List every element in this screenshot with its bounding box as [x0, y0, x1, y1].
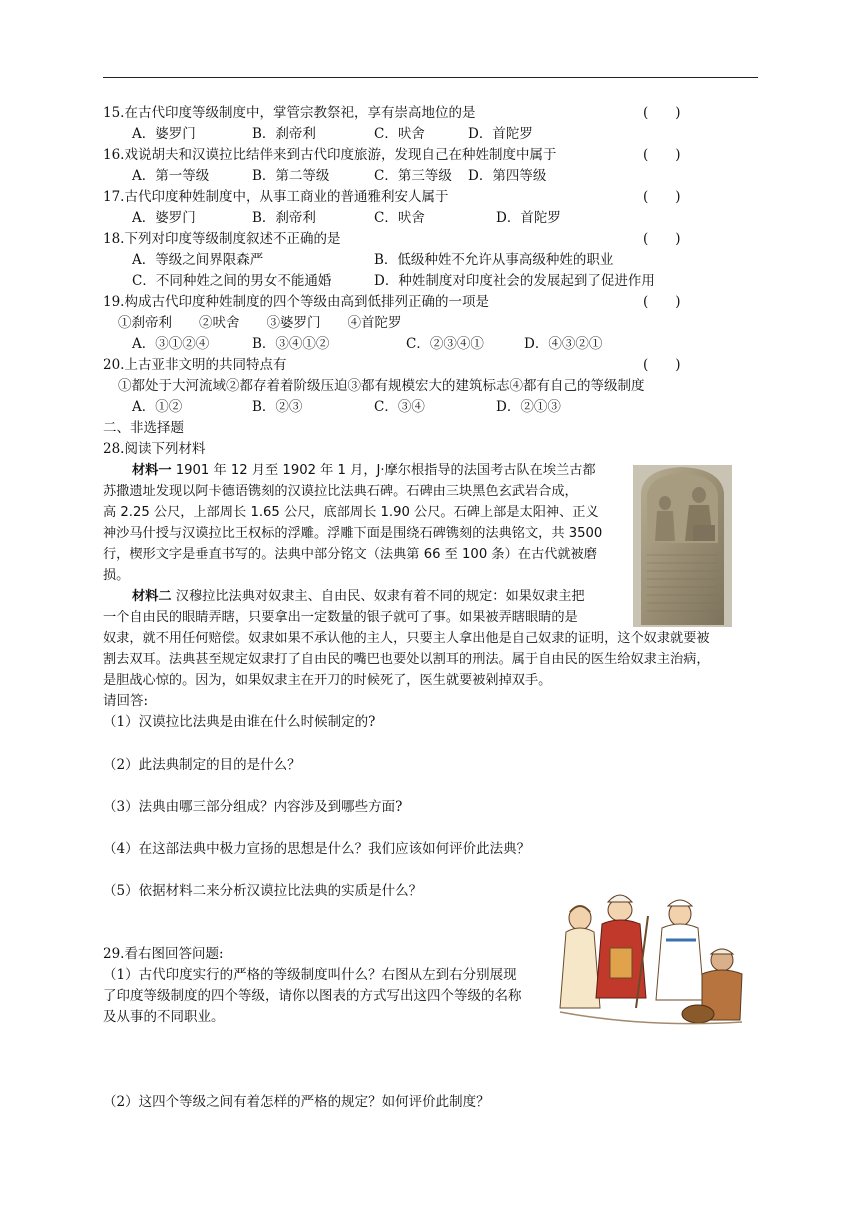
q16-answer-paren: ( ): [643, 147, 681, 163]
q15-answer-paren: ( ): [643, 105, 681, 121]
q28-title: 28.阅读下列材料: [103, 441, 206, 457]
q15-option-b: B．刹帝利: [252, 126, 316, 142]
q17-option-d: D．首陀罗: [496, 210, 561, 226]
q19-option-d: D．④③②①: [524, 336, 603, 352]
q20-option-c: C．③④: [374, 399, 425, 415]
q17-stem: 17.古代印度种姓制度中，从事工商业的普通雅利安人属于: [103, 189, 449, 205]
four-castes-illustration: [556, 888, 746, 1036]
q20-items: ①都处于大河流域②都存着着阶级压迫③都有规模宏大的建筑标志④都有自己的等级制度: [118, 378, 645, 394]
q15-option-d: D．首陀罗: [468, 126, 533, 142]
q20-option-d: D．②①③: [496, 399, 561, 415]
material2-line-1: 材料二 汉穆拉比法典对奴隶主、自由民、奴隶有着不同的规定：如果奴隶主把: [132, 589, 585, 604]
q18-option-a: A．等级之间界限森严: [132, 252, 264, 268]
q16-option-d: D．第四等级: [468, 168, 547, 184]
q17-answer-paren: ( ): [643, 189, 681, 205]
q18-stem: 18.下列对印度等级制度叙述不正确的是: [103, 231, 341, 247]
q16-stem: 16.戏说胡夫和汉谟拉比结伴来到古代印度旅游，发现自己在种姓制度中属于: [103, 147, 557, 163]
q18-option-d: D．种姓制度对印度社会的发展起到了促进作用: [374, 273, 655, 289]
q17-option-b: B．刹帝利: [252, 210, 316, 226]
q29-sub1-line-1: （1）古代印度实行的严格的等级制度叫什么？右图从左到右分别展现: [103, 967, 517, 983]
q20-option-b: B．②③: [252, 399, 303, 415]
material1-line-1: 材料一 1901 年 12 月至 1902 年 1 月，J·摩尔根指导的法国考古队在埃兰古都: [132, 463, 596, 478]
q19-option-c: C．②③④①: [406, 336, 484, 352]
q16-option-b: B．第二等级: [252, 168, 330, 184]
material2-line-4: 割去双耳。法典甚至规定奴隶打了自由民的嘴巴也要处以割耳的刑法。属于自由民的医生给奴隶主治病，: [103, 652, 710, 667]
q18-option-c: C．不同种姓之间的男女不能通婚: [132, 273, 332, 289]
material1-line-4: 神沙马什授与汉谟拉比王权标的浮雕。浮雕下面是围绕石碑镌刻的法典铭文，共 3500: [103, 526, 603, 541]
q19-answer-paren: ( ): [643, 294, 681, 310]
q28-sub2: （2）此法典制定的目的是什么？: [103, 757, 301, 773]
q20-stem: 20.上古亚非文明的共同特点有: [103, 357, 287, 373]
q15-option-a: A．婆罗门: [132, 126, 196, 142]
material2-line-2: 一个自由民的眼睛弄瞎，只要拿出一定数量的银子就可了事。如果被弄瞎眼睛的是: [103, 610, 578, 625]
q16-option-c: C．第三等级: [374, 168, 452, 184]
q19-items: ①刹帝利 ②吠舍 ③婆罗门 ④首陀罗: [118, 315, 402, 331]
q15-stem: 15.在古代印度等级制度中，掌管宗教祭祀，享有崇高地位的是: [103, 105, 476, 121]
q28-sub3: （3）法典由哪三部分组成？内容涉及到哪些方面?: [103, 799, 403, 815]
header-rule: [103, 77, 758, 78]
q29-sub2: （2）这四个等级之间有着怎样的严格的规定？如何评价此制度？: [103, 1094, 490, 1110]
q18-option-b: B．低级种姓不允许从事高级种姓的职业: [374, 252, 614, 268]
material1-line-5: 行，楔形文字是垂直书写的。法典中部分铭文（法典第 66 至 100 条）在古代就被磨: [103, 547, 597, 562]
q19-option-a: A．③①②④: [132, 336, 210, 352]
material2-line-5: 是胆战心惊的。因为，如果奴隶主在开刀的时候死了，医生就要被剁掉双手。: [103, 673, 552, 688]
q28-prompt: 请回答:: [103, 693, 149, 709]
material1-label: 材料一: [132, 463, 172, 478]
q16-option-a: A．第一等级: [132, 168, 210, 184]
q17-option-a: A．婆罗门: [132, 210, 196, 226]
material1-line-3: 高 2.25 公尺，上部周长 1.65 公尺，底部周长 1.90 公尺。石碑上部是太阳神、正义: [103, 505, 599, 520]
q29-sub1-line-3: 及从事的不同职业。: [103, 1009, 225, 1025]
q18-answer-paren: ( ): [643, 231, 681, 247]
q29-sub1-line-2: 了印度等级制度的四个等级，请你以图表的方式写出这四个等级的名称: [103, 988, 522, 1004]
q20-answer-paren: ( ): [643, 357, 681, 373]
material2-label: 材料二: [132, 589, 172, 604]
q29-title: 29.看右图回答问题:: [103, 946, 224, 962]
q19-stem: 19.构成古代印度种姓制度的四个等级由高到低排列正确的一项是: [103, 294, 489, 310]
q19-option-b: B．③④①②: [252, 336, 330, 352]
q17-option-c: C．吠舍: [374, 210, 425, 226]
q15-option-c: C．吠舍: [374, 126, 425, 142]
material2-line-3: 奴隶，就不用任何赔偿。奴隶如果不承认他的主人，只要主人拿出他是自己奴隶的证明，这个奴隶就要被: [103, 631, 710, 646]
section-heading: 二、非选择题: [103, 420, 184, 436]
hammurabi-stele-image: [633, 465, 732, 627]
material1-line-6: 损。: [103, 568, 130, 583]
q28-sub1: （1）汉谟拉比法典是由谁在什么时候制定的?: [103, 714, 376, 730]
q28-sub5: （5）依据材料二来分析汉谟拉比法典的实质是什么？: [103, 883, 423, 899]
q20-option-a: A．①②: [132, 399, 183, 415]
material1-line-2: 苏撒遗址发现以阿卡德语镌刻的汉谟拉比法典石碑。石碑由三块黑色玄武岩合成，: [103, 484, 578, 499]
q28-sub4: （4）在这部法典中极力宣扬的思想是什么？我们应该如何评价此法典？: [103, 841, 531, 857]
